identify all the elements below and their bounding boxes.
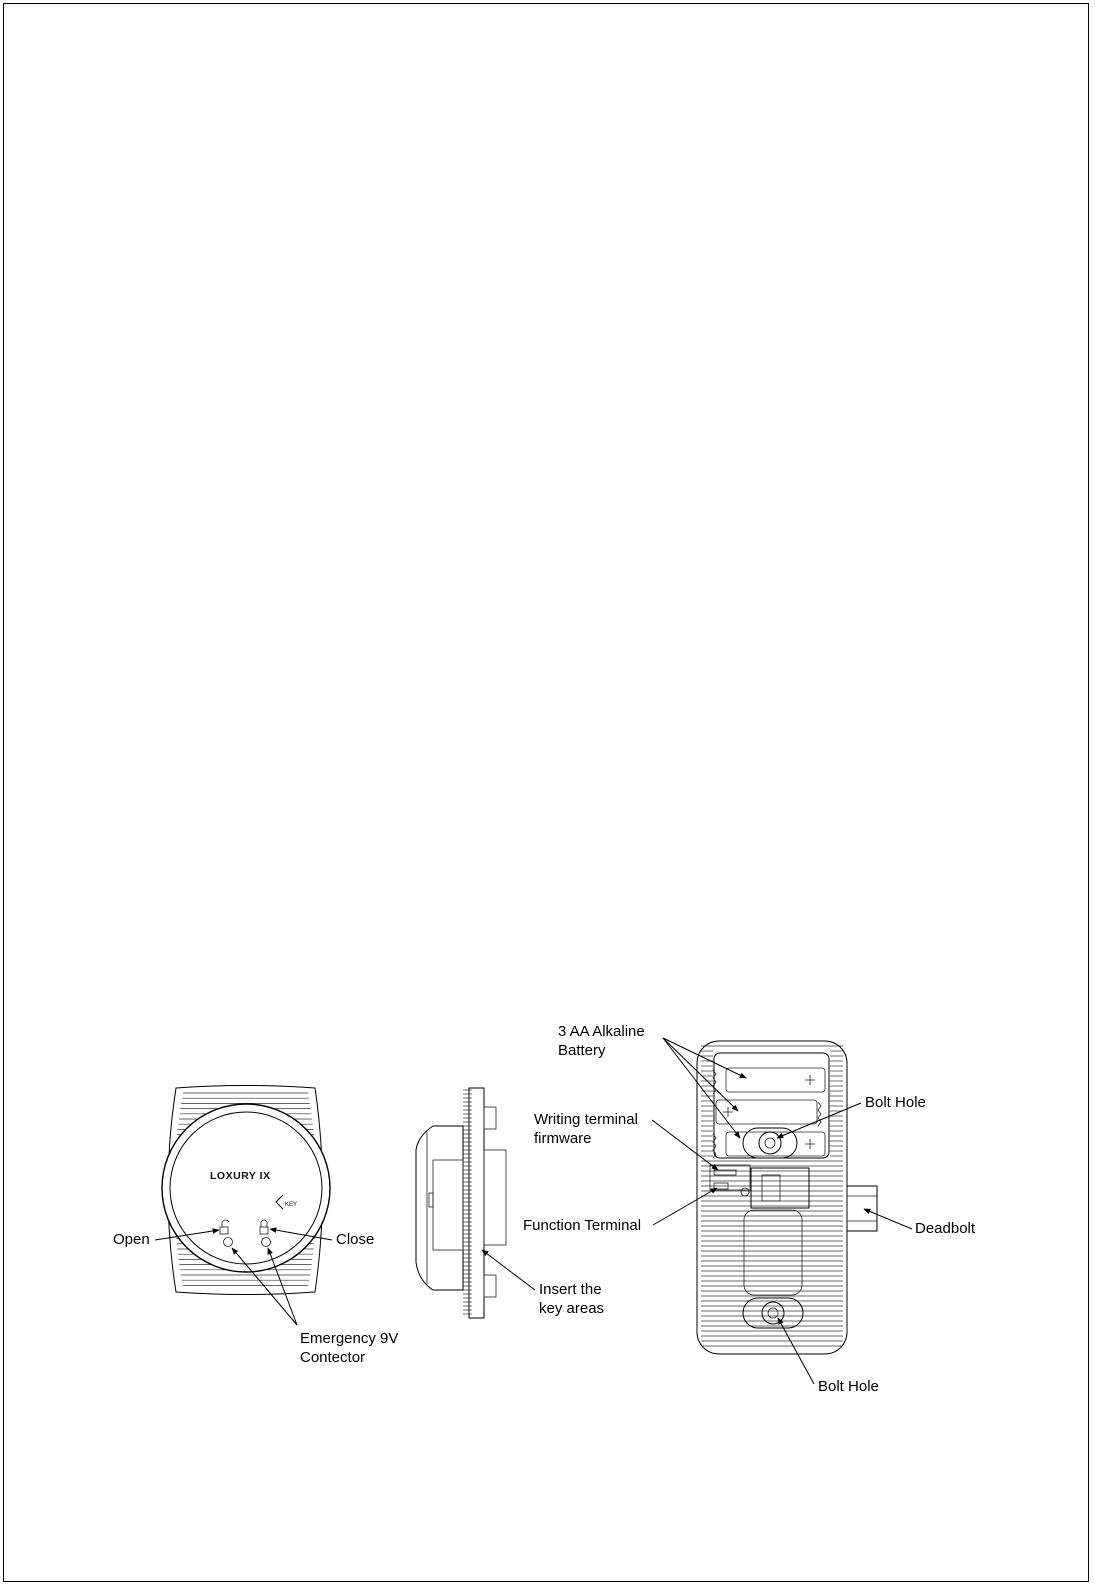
emergency-label-line1: Emergency 9V [300, 1330, 399, 1347]
top-bolt-hole [759, 1132, 781, 1154]
front-body [162, 1086, 330, 1295]
battery-1 [713, 1068, 825, 1094]
side-spindle-top [484, 1107, 496, 1129]
deadbolt-leader [864, 1209, 912, 1229]
writing-terminal-label-line2: firmware [534, 1130, 592, 1147]
center-recess [744, 1210, 802, 1295]
close-label: Close [336, 1231, 375, 1248]
back-view [523, 1023, 976, 1395]
insert-key-label-line2: key areas [539, 1300, 605, 1317]
back-housing [697, 1041, 847, 1354]
insert-key-label-line1: Insert the [539, 1281, 602, 1298]
function-terminal-screw [741, 1188, 749, 1196]
writing-terminal-leader [652, 1120, 718, 1170]
side-back-plate [469, 1088, 484, 1318]
battery-leader-1 [663, 1038, 746, 1078]
side-inner-block [433, 1160, 463, 1250]
emergency-label-line2: Contector [300, 1349, 366, 1366]
key-mark-text: KEY [285, 1202, 298, 1208]
back-hatch-lines [701, 1046, 843, 1346]
battery-compartment [714, 1053, 829, 1158]
battery-label-line1: 3 AA Alkaline [558, 1023, 645, 1040]
motor-latch [762, 1175, 780, 1201]
writing-terminal-label-line1: Writing terminal [534, 1111, 638, 1128]
insert-key-leader [482, 1250, 535, 1290]
function-terminal-leader [653, 1188, 717, 1225]
brand-logo-text: LOXURY IX [210, 1170, 271, 1182]
function-terminal-label: Function Terminal [523, 1217, 642, 1234]
side-key-slot [429, 1193, 433, 1207]
bolt-hole-bottom-leader [778, 1318, 814, 1384]
open-label: Open [113, 1231, 150, 1248]
side-knurl-lines [463, 1090, 472, 1314]
side-spindle-bottom [484, 1275, 496, 1297]
side-mount-block [484, 1150, 506, 1245]
bottom-bolt-hole-inner [768, 1308, 778, 1318]
bolt-hole-bottom-label: Bolt Hole [818, 1378, 879, 1395]
front-view [113, 1086, 398, 1367]
battery-label-line2: Battery [558, 1042, 606, 1059]
deadbolt [847, 1186, 877, 1231]
bolt-hole-top-label: Bolt Hole [865, 1094, 926, 1111]
deadbolt-label: Deadbolt [915, 1220, 976, 1237]
side-front-cover [416, 1126, 463, 1290]
top-bolt-hole-inner [765, 1138, 775, 1148]
battery-leader-2 [663, 1038, 738, 1111]
battery-2 [716, 1100, 821, 1126]
